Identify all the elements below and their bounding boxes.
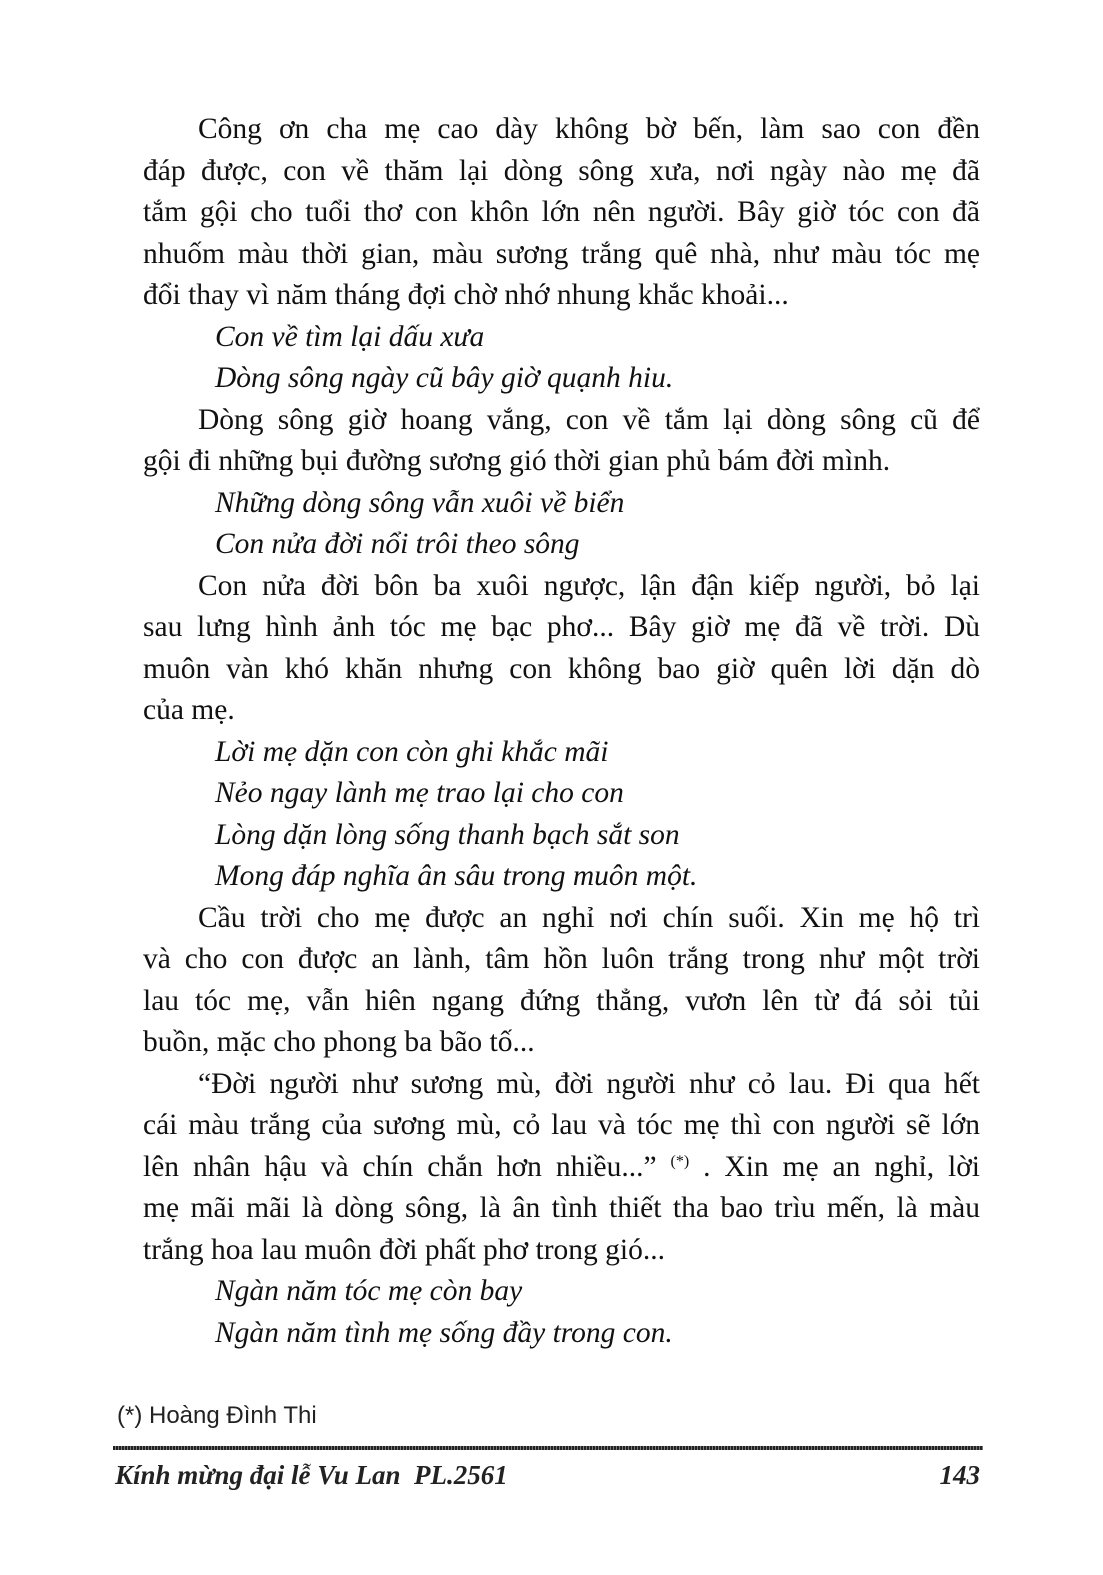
line-text: lên nhân hậu và chín chắn hơn nhiều...” [143,1150,657,1183]
line-text: Ngàn năm tình mẹ sống đầy trong con. [215,1316,673,1349]
line-text: Mong đáp nghĩa ân sâu trong muôn một. [215,860,698,892]
line-text: Lòng dặn lòng sống thanh bạch sắt son [215,818,680,851]
line-text: Ngàn năm tóc mẹ còn bay [215,1275,523,1307]
text-line [143,939,980,981]
footnote: (*) Hoàng Đình Thi [117,1402,317,1429]
line-text: sau lưng hình ảnh tóc mẹ bạc phơ... Bây giờ mẹ đã về trời. Dù [143,611,980,643]
line-text: Công ơn cha mẹ cao dày không bờ bến, làm sao con đền [198,113,980,145]
verse-line [143,1271,980,1313]
text-line [143,1105,980,1147]
verse-line [143,732,980,774]
line-text: mẹ mãi mãi là dòng sông, là ân tình thiết tha bao trìu mến, là màu [143,1192,980,1224]
text-line [143,566,980,608]
line-text: “Đời người như sương mù, đời người như cỏ lau. Đi qua hết [198,1067,980,1100]
line-text: Dòng sông ngày cũ bây giờ quạnh hiu. [215,362,674,394]
line-text: buồn, mặc cho phong ba bão tố... [143,1026,535,1058]
verse-line [143,856,980,898]
text-line [143,690,980,732]
text-line [143,1147,980,1189]
verse-line [143,483,980,525]
line-text: Con nửa đời bôn ba xuôi ngược, lận đận kiếp người, bỏ lại [198,569,980,602]
line-text: cái màu trắng của sương mù, cỏ lau và tóc mẹ thì con người sẽ lớn [143,1109,980,1141]
line-text: Nẻo ngay lành mẹ trao lại cho con [215,777,624,809]
verse-line [143,524,980,566]
text-line [143,898,980,940]
line-text: Cầu trời cho mẹ được an nghỉ nơi chín suối. Xin mẹ hộ trì [198,901,980,934]
text-line [143,234,980,276]
text-line [143,607,980,649]
line-text: gội đi những bụi đường sương gió thời gian phủ bám đời mình. [143,445,891,477]
line-text: Con nửa đời nổi trôi theo sông [215,528,580,560]
line-text: Lời mẹ dặn con còn ghi khắc mãi [215,735,609,768]
page-number: 143 [939,1460,980,1490]
footnote-marker: (*) [670,1152,690,1170]
line-text: và cho con được an lành, tâm hồn luôn trắng trong như một trời [143,943,980,975]
text-line [143,981,980,1023]
line-text: muôn vàn khó khăn nhưng con không bao giờ quên lời dặn dò [143,652,980,685]
text-line [143,1064,980,1106]
text-line [143,441,980,483]
text-line [143,1022,980,1064]
text-line [143,275,980,317]
line-text: nhuốm màu thời gian, màu sương trắng quê nhà, như màu tóc mẹ [143,237,980,270]
text-line [143,109,980,151]
text-line [143,1188,980,1230]
line-text: đáp được, con về thăm lại dòng sông xưa, nơi ngày nào mẹ đã [143,154,980,187]
verse-line [143,815,980,857]
line-text: tắm gội cho tuổi thơ con khôn lớn nên người. Bây giờ tóc con đã [143,196,980,228]
footer-title: Kính mừng đại lễ Vu Lan PL.2561 [115,1460,508,1490]
line-text: trắng hoa lau muôn đời phất phơ trong gió... [143,1233,665,1266]
page-footer [115,1460,980,1491]
text-line [143,151,980,193]
text-line [143,649,980,691]
line-text: đổi thay vì năm tháng đợi chờ nhớ nhung khắc khoải... [143,279,789,311]
line-text: của mẹ. [143,694,235,726]
verse-line [143,1313,980,1355]
line-text: Con về tìm lại dấu xưa [215,320,485,353]
line-text: Dòng sông giờ hoang vắng, con về tắm lại dòng sông cũ để [198,403,980,436]
verse-line [143,317,980,359]
text-line [143,192,980,234]
verse-line [143,773,980,815]
text-line [143,400,980,442]
text-line [143,1230,980,1272]
body-text [143,109,980,1354]
line-text: . Xin mẹ an nghỉ, lời [703,1150,980,1183]
line-text: lau tóc mẹ, vẫn hiên ngang đứng thẳng, vươn lên từ đá sỏi tủi [143,984,980,1017]
line-text: Những dòng sông vẫn xuôi về biển [215,486,625,519]
verse-line [143,358,980,400]
footer-rule [113,1446,983,1450]
